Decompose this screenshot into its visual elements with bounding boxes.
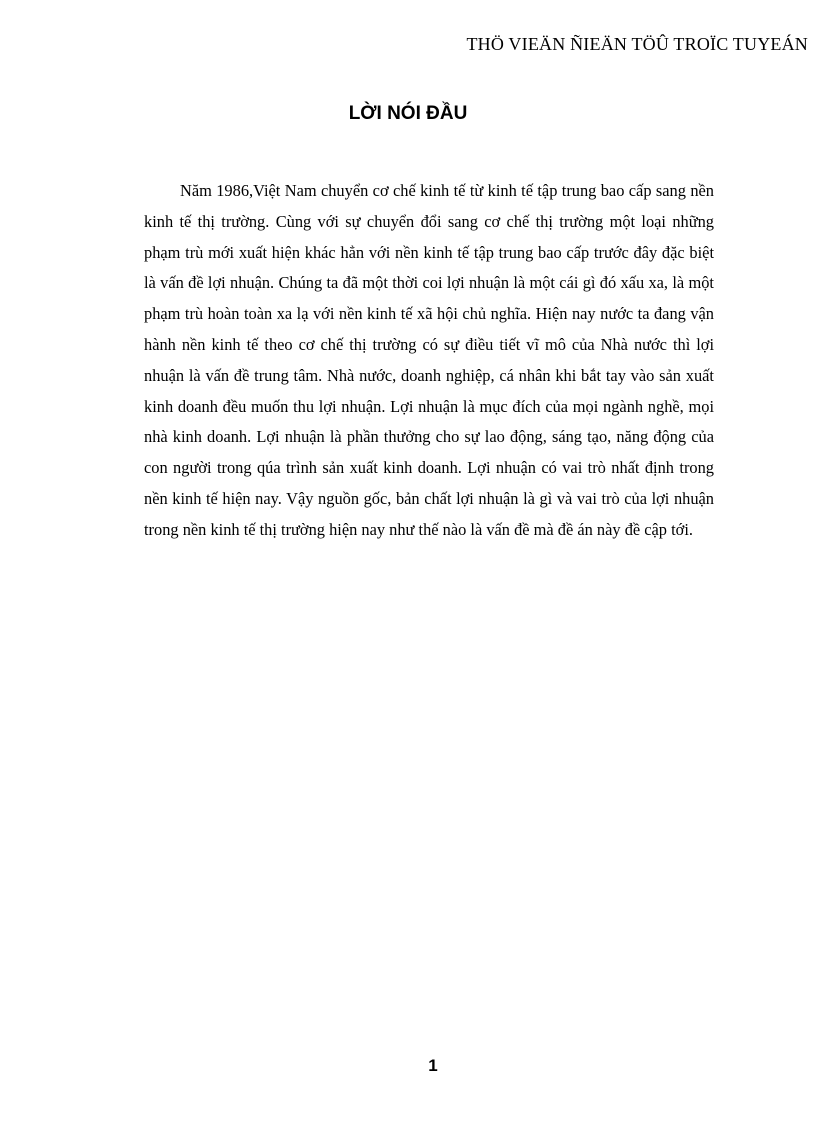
running-header: THÖ VIEÄN ÑIEÄN TÖÛ TROÏC TUYEÁN: [466, 34, 808, 54]
body-paragraph: Năm 1986,Việt Nam chuyển cơ chế kinh tế từ kinh tế tập trung bao cấp sang nền kinh tế thị trường. Cùng với sự chuyển đổi sang cơ chế thị trường một loại những phạm trù mới xuất hiện khác hẳn với nền kinh tế tập trung bao cấp trước đây đặc biệt là vấn đề lợi nhuận. Chúng ta đã một thời coi lợi nhuận là một cái gì đó xấu xa, là một phạm trù hoàn toàn xa lạ với nền kinh tế xã hội chủ nghĩa. Hiện nay nước ta đang vận hành nền kinh tế theo cơ chế thị trường có sự điều tiết vĩ mô của Nhà nước thì lợi nhuận là vấn đề trung tâm. Nhà nước, doanh nghiệp, cá nhân khi bắt tay vào sản xuất kinh doanh đều muốn thu lợi nhuận. Lợi nhuận là mục đích của mọi ngành nghề, mọi nhà kinh doanh. Lợi nhuận là phần thưởng cho sự lao động, sáng tạo, năng động của con người trong qúa trình sản xuất kinh doanh. Lợi nhuận có vai trò nhất định trong nền kinh tế hiện nay. Vậy nguồn gốc, bản chất lợi nhuận là gì và vai trò của lợi nhuận trong nền kinh tế thị trường hiện nay như thế nào là vấn đề mà đề án này đề cập tới.: [144, 181, 714, 539]
page-title: LỜI NÓI ĐẦU: [348, 103, 468, 124]
page-number: 1: [428, 1056, 438, 1075]
